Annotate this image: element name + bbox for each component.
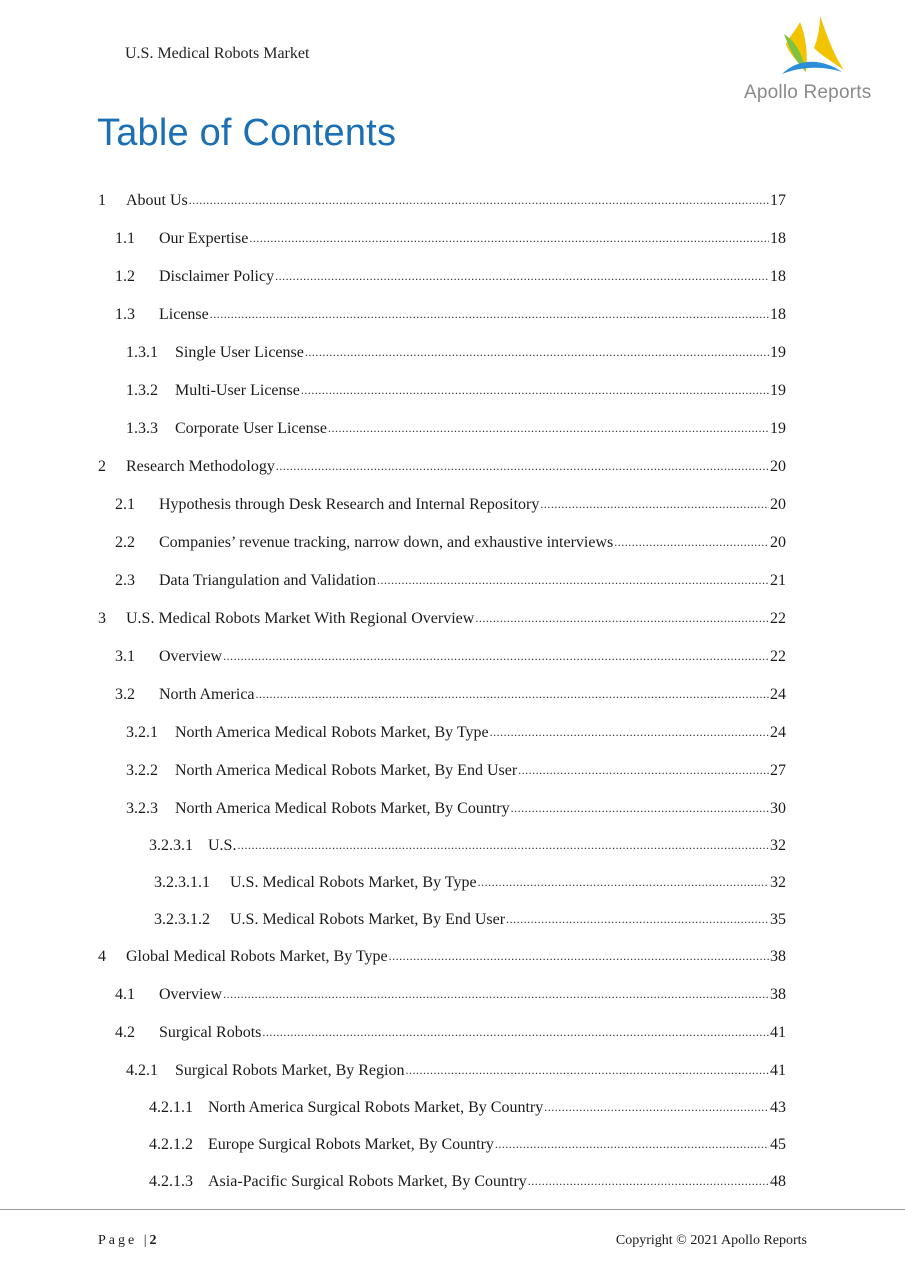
toc-heading: Table of Contents bbox=[97, 112, 397, 154]
toc-entry[interactable] bbox=[115, 686, 786, 708]
toc-entry-page: 24 bbox=[770, 724, 786, 741]
toc-entry-page: 41 bbox=[770, 1062, 786, 1079]
footer-copyright: Copyright © 2021 Apollo Reports bbox=[615, 1233, 807, 1248]
toc-entry-label: North America Medical Robots Market, By Country bbox=[175, 800, 510, 817]
toc-dot-leader bbox=[511, 801, 769, 816]
toc-entry-number: 4.1 bbox=[115, 986, 135, 1003]
toc-entry-number: 2.2 bbox=[115, 534, 135, 551]
toc-entry[interactable] bbox=[126, 1062, 786, 1084]
toc-entry-label: Surgical Robots Market, By Region bbox=[175, 1062, 405, 1079]
toc-entry[interactable] bbox=[98, 192, 786, 214]
toc-entry[interactable] bbox=[115, 268, 786, 290]
apollo-reports-logo bbox=[740, 14, 880, 106]
toc-entry-label: U.S. Medical Robots Market, By End User bbox=[230, 911, 506, 928]
toc-entry-page: 18 bbox=[770, 268, 786, 285]
toc-entry-label: About Us bbox=[126, 192, 188, 209]
toc-entry-page: 20 bbox=[770, 496, 786, 513]
toc-entry[interactable] bbox=[115, 534, 786, 556]
toc-dot-leader bbox=[301, 383, 769, 398]
toc-entry-page: 38 bbox=[770, 986, 786, 1003]
toc-entry-page: 22 bbox=[770, 610, 786, 627]
toc-entry-page: 41 bbox=[770, 1024, 786, 1041]
toc-entry-page: 24 bbox=[770, 686, 786, 703]
toc-dot-leader bbox=[528, 1174, 769, 1189]
toc-entry-page: 19 bbox=[770, 382, 786, 399]
toc-entry-label: Asia-Pacific Surgical Robots Market, By Country bbox=[208, 1173, 527, 1190]
toc-entry-number: 4.2.1.2 bbox=[149, 1136, 193, 1153]
toc-entry-number: 4.2.1.3 bbox=[149, 1173, 193, 1190]
toc-dot-leader bbox=[328, 421, 769, 436]
toc-entry[interactable] bbox=[126, 420, 786, 442]
toc-entry-label: North America Medical Robots Market, By End User bbox=[175, 762, 518, 779]
toc-entry[interactable] bbox=[115, 230, 786, 252]
toc-entry[interactable] bbox=[154, 911, 786, 933]
toc-entry-label: Multi-User License bbox=[175, 382, 300, 399]
toc-dot-leader bbox=[249, 231, 769, 246]
toc-entry-label: Disclaimer Policy bbox=[159, 268, 275, 285]
toc-entry-label: North America bbox=[159, 686, 255, 703]
toc-dot-leader bbox=[389, 949, 769, 964]
toc-dot-leader bbox=[506, 912, 769, 927]
toc-entry-number: 4.2 bbox=[115, 1024, 135, 1041]
toc-entry-number: 3.2.3.1.1 bbox=[154, 874, 210, 891]
toc-entry-page: 20 bbox=[770, 458, 786, 475]
toc-entry-number: 3.2.3 bbox=[126, 800, 158, 817]
toc-entry-number: 3.2.1 bbox=[126, 724, 158, 741]
toc-entry-label: U.S. bbox=[208, 837, 237, 854]
toc-entry-label: Data Triangulation and Validation bbox=[159, 572, 377, 589]
toc-dot-leader bbox=[189, 193, 769, 208]
toc-entry-label: Overview bbox=[159, 648, 223, 665]
toc-dot-leader bbox=[223, 987, 769, 1002]
toc-dot-leader bbox=[475, 611, 769, 626]
toc-entry[interactable] bbox=[115, 986, 786, 1008]
toc-entry-page: 30 bbox=[770, 800, 786, 817]
toc-entry-page: 38 bbox=[770, 948, 786, 965]
toc-entry-label: Europe Surgical Robots Market, By Country bbox=[208, 1136, 494, 1153]
toc-entry-page: 35 bbox=[770, 911, 786, 928]
toc-dot-leader bbox=[377, 573, 769, 588]
toc-dot-leader bbox=[490, 725, 769, 740]
toc-entry-number: 1.3.2 bbox=[126, 382, 158, 399]
toc-entry-page: 22 bbox=[770, 648, 786, 665]
toc-entry-label: Surgical Robots bbox=[159, 1024, 262, 1041]
toc-dot-leader bbox=[210, 307, 769, 322]
toc-entry-number: 4.2.1 bbox=[126, 1062, 158, 1079]
toc-entry-page: 21 bbox=[770, 572, 786, 589]
toc-entry-number: 3.2.3.1 bbox=[149, 837, 193, 854]
footer-page-number: 2 bbox=[149, 1233, 157, 1248]
toc-dot-leader bbox=[223, 649, 769, 664]
toc-dot-leader bbox=[518, 763, 769, 778]
toc-entry-number: 2.1 bbox=[115, 496, 135, 513]
toc-dot-leader bbox=[237, 838, 769, 853]
toc-entry[interactable] bbox=[115, 496, 786, 518]
toc-entry-number: 2 bbox=[98, 458, 106, 475]
toc-entry-page: 18 bbox=[770, 230, 786, 247]
toc-entry-number: 4 bbox=[98, 948, 106, 965]
toc-entry[interactable] bbox=[115, 306, 786, 328]
logo-wordmark: Apollo Reports bbox=[744, 82, 872, 103]
toc-dot-leader bbox=[478, 875, 769, 890]
toc-entry-label: North America Surgical Robots Market, By Country bbox=[208, 1099, 544, 1116]
toc-entry-page: 48 bbox=[770, 1173, 786, 1190]
toc-entry-page: 20 bbox=[770, 534, 786, 551]
toc-entry-number: 1.3 bbox=[115, 306, 135, 323]
toc-entry[interactable] bbox=[98, 458, 786, 480]
toc-entry[interactable] bbox=[115, 572, 786, 594]
toc-entry[interactable] bbox=[98, 948, 786, 970]
toc-entry-page: 32 bbox=[770, 874, 786, 891]
toc-entry-label: Companies’ revenue tracking, narrow down, and exhaustive interviews bbox=[159, 534, 614, 551]
footer-page-indicator bbox=[98, 1233, 157, 1249]
toc-entry-label: Global Medical Robots Market, By Type bbox=[126, 948, 388, 965]
toc-entry-label: Corporate User License bbox=[175, 420, 327, 437]
toc-dot-leader bbox=[495, 1137, 769, 1152]
toc-entry-label: Hypothesis through Desk Research and Internal Repository bbox=[159, 496, 540, 513]
toc-dot-leader bbox=[305, 345, 769, 360]
toc-entry[interactable] bbox=[126, 724, 786, 746]
toc-dot-leader bbox=[544, 1100, 769, 1115]
toc-entry-number: 3.2.3.1.2 bbox=[154, 911, 210, 928]
toc-entry[interactable] bbox=[126, 762, 786, 784]
toc-entry[interactable] bbox=[126, 344, 786, 366]
toc-entry[interactable] bbox=[115, 648, 786, 670]
toc-entry[interactable] bbox=[149, 1136, 786, 1158]
toc-dot-leader bbox=[540, 497, 769, 512]
toc-entry-number: 1.3.1 bbox=[126, 344, 158, 361]
running-header-title: U.S. Medical Robots Market bbox=[125, 45, 310, 62]
toc-entry-label: North America Medical Robots Market, By Type bbox=[175, 724, 489, 741]
apollo-logo-icon bbox=[776, 14, 846, 84]
toc-dot-leader bbox=[275, 269, 769, 284]
footer-page-prefix: Page | bbox=[98, 1233, 150, 1248]
toc-entry-number: 4.2.1.1 bbox=[149, 1099, 193, 1116]
toc-entry[interactable] bbox=[149, 1099, 786, 1121]
toc-entry[interactable] bbox=[126, 800, 786, 822]
toc-entry[interactable] bbox=[149, 837, 786, 859]
toc-entry-page: 19 bbox=[770, 420, 786, 437]
toc-entry-page: 18 bbox=[770, 306, 786, 323]
toc-entry-label: Research Methodology bbox=[126, 458, 275, 475]
toc-entry-number: 1.3.3 bbox=[126, 420, 158, 437]
toc-entry[interactable] bbox=[115, 1024, 786, 1046]
toc-entry-page: 32 bbox=[770, 837, 786, 854]
toc-entry-number: 3.1 bbox=[115, 648, 135, 665]
toc-dot-leader bbox=[614, 535, 769, 550]
toc-entry-number: 3 bbox=[98, 610, 106, 627]
toc-dot-leader bbox=[276, 459, 769, 474]
toc-entry-page: 19 bbox=[770, 344, 786, 361]
toc-entry[interactable] bbox=[154, 874, 786, 896]
toc-entry-label: U.S. Medical Robots Market, By Type bbox=[230, 874, 477, 891]
toc-dot-leader bbox=[256, 687, 769, 702]
toc-entry-label: Overview bbox=[159, 986, 223, 1003]
toc-dot-leader bbox=[262, 1025, 769, 1040]
toc-entry-label: Single User License bbox=[175, 344, 304, 361]
toc-entry-label: U.S. Medical Robots Market With Regional Overview bbox=[126, 610, 475, 627]
footer-divider bbox=[0, 1209, 905, 1210]
toc-entry-number: 2.3 bbox=[115, 572, 135, 589]
toc-entry-page: 27 bbox=[770, 762, 786, 779]
toc-entry-page: 17 bbox=[770, 192, 786, 209]
toc-entry-label: License bbox=[159, 306, 209, 323]
toc-entry-page: 45 bbox=[770, 1136, 786, 1153]
toc-entry-label: Our Expertise bbox=[159, 230, 249, 247]
toc-entry-page: 43 bbox=[770, 1099, 786, 1116]
toc-entry[interactable] bbox=[98, 610, 786, 632]
toc-entry-number: 3.2.2 bbox=[126, 762, 158, 779]
toc-entry[interactable] bbox=[149, 1173, 786, 1195]
toc-entry-number: 1.1 bbox=[115, 230, 135, 247]
toc-entry-number: 3.2 bbox=[115, 686, 135, 703]
toc-dot-leader bbox=[405, 1063, 769, 1078]
toc-entry-number: 1 bbox=[98, 192, 106, 209]
toc-entry[interactable] bbox=[126, 382, 786, 404]
toc-entry-number: 1.2 bbox=[115, 268, 135, 285]
